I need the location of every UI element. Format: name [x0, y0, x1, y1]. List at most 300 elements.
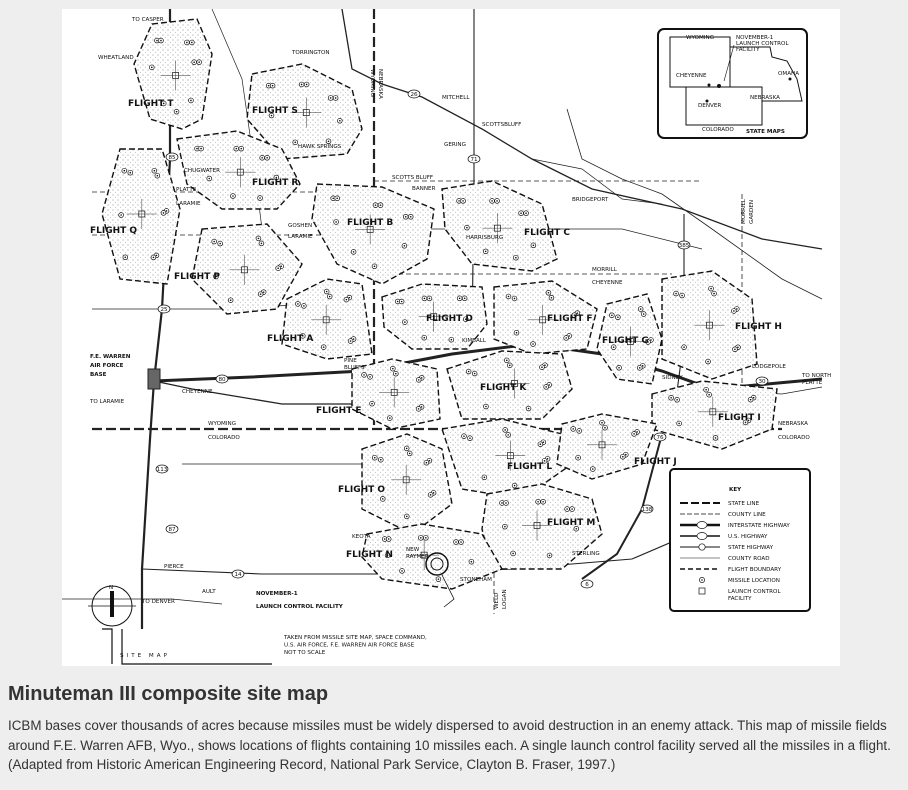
missile-location-dot	[404, 245, 406, 247]
missile-location-dot	[710, 288, 712, 290]
flight-k	[447, 351, 572, 419]
missile-location-dot	[505, 502, 507, 504]
missile-location-dot	[418, 379, 420, 381]
site-map-title: SITE MAP	[120, 653, 170, 659]
flight-label: FLIGHT Q	[90, 226, 138, 236]
missile-location-dot	[409, 453, 411, 455]
town-bridgeport: BRIDGEPORT	[572, 197, 609, 203]
missile-location-dot	[463, 435, 465, 437]
town-logan: LOGAN	[502, 589, 508, 609]
town-to-north-platte-1: PLATTE	[802, 380, 823, 386]
missile-location-dot	[683, 346, 685, 348]
missile-location-dot	[611, 314, 613, 316]
missile-location-dot	[541, 366, 543, 368]
missile-location-dot	[515, 257, 517, 259]
missile-location-dot	[713, 293, 715, 295]
flight-e	[316, 359, 440, 429]
state-label-nebraska-vertical: NEBRASKA	[377, 69, 383, 99]
missile-location-dot	[339, 120, 341, 122]
inset-lcf-dot	[717, 84, 721, 88]
town-to-casper: TO CASPER	[132, 17, 164, 23]
source-note-line: TAKEN FROM MISSILE SITE MAP, SPACE COMMAND,	[284, 635, 427, 641]
town-to-denver: TO DENVER	[142, 599, 175, 605]
missile-location-dot	[200, 148, 202, 150]
town-new-raymer-0: NEW	[406, 547, 420, 553]
missile-location-dot	[642, 365, 644, 367]
missile-location-dot	[326, 291, 328, 293]
inset-label-cheyenne: CHEYENNE	[676, 73, 707, 79]
highway-shield-number: 76	[656, 435, 664, 441]
missile-location-dot	[294, 142, 296, 144]
missile-location-dot	[124, 257, 126, 259]
missile-location-dot	[753, 397, 755, 399]
missile-location-dot	[369, 376, 371, 378]
missile-location-dot	[176, 111, 178, 113]
highway-shield	[166, 525, 178, 533]
missile-location-dot	[617, 316, 619, 318]
missile-location-dot	[737, 346, 739, 348]
town-keota: KEOTA	[352, 534, 371, 540]
missile-location-dot	[433, 492, 435, 494]
town-morrill: MORRILL	[592, 267, 617, 273]
missile-location-dot	[506, 360, 508, 362]
missile-location-dot	[405, 216, 407, 218]
missile-location-dot	[163, 212, 165, 214]
map-key	[670, 469, 810, 611]
missile-location-dot	[424, 298, 426, 300]
missile-location-dot	[469, 437, 471, 439]
highway-shield-number: 30	[758, 379, 766, 385]
missile-location-dot	[544, 364, 546, 366]
missile-location-dot	[545, 386, 547, 388]
inset-label-omaha: OMAHA	[778, 71, 800, 77]
lcf-callout-line: LAUNCH CONTROL FACILITY	[256, 604, 343, 610]
flight-label: FLIGHT S	[252, 106, 298, 116]
missile-location-dot	[426, 462, 428, 464]
flight-label: FLIGHT G	[602, 336, 649, 346]
key-item-label: FLIGHT BOUNDARY	[728, 567, 782, 573]
missile-location-dot	[462, 200, 464, 202]
highway-shield	[581, 580, 593, 588]
missile-location-dot	[670, 397, 672, 399]
missile-location-dot	[230, 299, 232, 301]
flight-label: FLIGHT H	[735, 322, 782, 332]
town-sterling: STERLING	[572, 551, 600, 557]
flight-b	[312, 184, 434, 284]
missile-location-dot	[268, 85, 270, 87]
highway-shield	[216, 375, 228, 383]
missile-location-dot	[548, 384, 550, 386]
town-goshen: GOSHEN	[288, 223, 313, 229]
key-item-label: MISSILE LOCATION	[728, 578, 780, 584]
missile-location-dot	[464, 297, 466, 299]
missile-location-dot	[198, 61, 200, 63]
missile-location-dot	[622, 456, 624, 458]
inset-callout-line: FACILITY	[736, 47, 760, 53]
missile-location-dot	[421, 406, 423, 408]
key-item-label: COUNTY LINE	[728, 512, 766, 518]
missile-location-dot	[401, 570, 403, 572]
town-to-north-platte-0: TO NORTH	[802, 373, 832, 379]
flight-label: FLIGHT K	[480, 383, 527, 393]
highway-shield-number: 385	[678, 243, 690, 249]
missile-location-dot	[388, 538, 390, 540]
missile-location-dot	[193, 61, 195, 63]
flight-label: FLIGHT R	[252, 178, 299, 188]
flight-label: FLIGHT E	[316, 406, 362, 416]
key-item-label: U.S. HIGHWAY	[728, 534, 768, 540]
town-cheyenne-county: CHEYENNE	[592, 280, 623, 286]
town-to-laramie: TO LARAMIE	[90, 399, 125, 405]
missile-location-dot	[156, 255, 158, 257]
north-label: N	[109, 585, 114, 591]
missile-location-dot	[410, 216, 412, 218]
missile-location-dot	[196, 148, 198, 150]
missile-location-dot	[532, 343, 534, 345]
missile-location-dot	[153, 257, 155, 259]
flight-label: FLIGHT L	[507, 462, 553, 472]
flight-f	[494, 281, 597, 354]
missile-location-dot	[430, 494, 432, 496]
inset-omaha-dot	[789, 78, 792, 81]
town-kimball: KIMBALL	[462, 338, 487, 344]
state-label-wyoming: WYOMING	[208, 421, 237, 427]
missile-location-dot	[458, 200, 460, 202]
missile-location-dot	[707, 361, 709, 363]
missile-location-dot	[650, 339, 652, 341]
missile-location-dot	[232, 195, 234, 197]
town-cheyenne-city: CHEYENNE	[182, 389, 213, 395]
missile-location-dot	[120, 214, 122, 216]
highway-shield	[156, 465, 168, 473]
missile-location-dot	[186, 42, 188, 44]
flight-label: FLIGHT J	[634, 457, 677, 467]
missile-location-dot	[528, 408, 530, 410]
missile-location-dot	[371, 403, 373, 405]
highway-shield-number: 87	[168, 527, 176, 533]
missile-location-dot	[382, 498, 384, 500]
flight-label: FLIGHT P	[174, 272, 221, 282]
missile-location-dot	[675, 293, 677, 295]
missile-location-dot	[525, 212, 527, 214]
missile-location-dot	[565, 337, 567, 339]
inset-label-wyoming: WYOMING	[686, 35, 715, 41]
missile-location-dot	[568, 335, 570, 337]
town-garden: GARDEN	[749, 199, 755, 224]
missile-location-dot	[423, 337, 425, 339]
missile-location-dot	[260, 293, 262, 295]
flight-t	[128, 19, 212, 129]
missile-location-dot	[123, 170, 125, 172]
highway-shield	[232, 570, 244, 578]
missile-location-dot	[389, 417, 391, 419]
missile-location-dot	[330, 97, 332, 99]
missile-location-dot	[353, 251, 355, 253]
missile-location-dot	[733, 310, 735, 312]
flight-label: FLIGHT B	[347, 218, 394, 228]
missile-location-dot	[734, 348, 736, 350]
missile-location-dot	[277, 267, 279, 269]
missile-location-dot	[504, 526, 506, 528]
missile-location-dot	[708, 394, 710, 396]
missile-location-dot	[549, 555, 551, 557]
town-pierce: PIERCE	[164, 564, 184, 570]
missile-location-dot	[191, 42, 193, 44]
missile-location-dot	[349, 297, 351, 299]
source-note-line: U.S. AIR FORCE, F.E. WARREN AIR FORCE BASE	[284, 642, 415, 649]
highway-shield	[166, 153, 178, 161]
missile-location-dot	[208, 178, 210, 180]
town-laramie-county: LARAMIE	[176, 201, 201, 207]
missile-location-dot	[496, 200, 498, 202]
missile-location-dot	[166, 210, 168, 212]
missile-location-dot	[261, 243, 263, 245]
missile-location-dot	[329, 296, 331, 298]
state-maps-inset	[658, 29, 807, 138]
inset-callout-line: NOVEMBER-1	[736, 35, 774, 41]
highway-shield-number: 25	[160, 307, 168, 313]
missile-location-dot	[301, 84, 303, 86]
site-map	[62, 9, 840, 666]
missile-location-dot	[547, 458, 549, 460]
missile-location-dot	[258, 238, 260, 240]
missile-location-dot	[156, 40, 158, 42]
missile-location-dot	[548, 292, 550, 294]
missile-location-dot	[420, 537, 422, 539]
town-weld: WELD	[494, 592, 500, 609]
warren-afb-marker	[148, 369, 160, 389]
key-item-label: LAUNCH CONTROL FACILITY	[728, 589, 781, 602]
missile-location-dot	[604, 427, 606, 429]
missile-location-dot	[346, 299, 348, 301]
missile-location-dot	[374, 265, 376, 267]
inset-callout-line: LAUNCH CONTROL	[736, 41, 789, 47]
highway-shield	[641, 505, 653, 513]
missile-location-dot	[363, 374, 365, 376]
missile-location-dot	[160, 40, 162, 42]
missile-location-dot	[572, 428, 574, 430]
state-label-colorado: COLORADO	[208, 435, 240, 441]
state-label-nebraska-south: NEBRASKA	[778, 421, 808, 427]
missile-location-dot	[509, 365, 511, 367]
missile-location-dot	[537, 501, 539, 503]
missile-location-dot	[384, 538, 386, 540]
missile-location-dot	[404, 321, 406, 323]
inset-title: STATE MAPS	[746, 129, 785, 135]
inset-label-colorado: COLORADO	[702, 127, 734, 133]
missile-location-dot	[643, 313, 645, 315]
missile-location-dot	[323, 346, 325, 348]
missile-location-dot	[613, 346, 615, 348]
missile-location-dot	[566, 508, 568, 510]
town-wheatland: WHEATLAND	[98, 55, 134, 61]
town-ault: AULT	[202, 589, 216, 595]
town-laramie-goshen: LARAMIE	[288, 234, 313, 240]
flight-label: FLIGHT I	[718, 413, 761, 423]
town-pine-bluffs-1: BLUFFS	[344, 365, 365, 371]
missile-location-dot	[520, 212, 522, 214]
state-label-colorado-east: COLORADO	[778, 435, 810, 441]
missile-location-dot	[380, 204, 382, 206]
highway-shield-number: 80	[218, 377, 226, 383]
missile-location-dot	[395, 373, 397, 375]
missile-location-dot	[516, 332, 518, 334]
town-sidney: SIDNEY	[662, 375, 683, 381]
missile-location-dot	[235, 148, 237, 150]
town-scotts-bluff: SCOTTS BLUFF	[392, 175, 434, 181]
missile-location-dot	[676, 399, 678, 401]
missile-location-dot	[576, 528, 578, 530]
missile-location-dot	[375, 204, 377, 206]
missile-location-dot	[429, 460, 431, 462]
missile-location-dot	[328, 140, 330, 142]
flight-label: FLIGHT D	[426, 314, 473, 324]
missile-location-dot	[705, 389, 707, 391]
missile-location-dot	[154, 170, 156, 172]
key-item-label: COUNTY ROAD	[728, 556, 770, 562]
missile-location-dot	[332, 197, 334, 199]
flight-label: FLIGHT F	[547, 314, 593, 324]
state-label-wyoming-vertical: WYOMING	[369, 69, 375, 98]
missile-location-dot	[471, 561, 473, 563]
missile-location-dot	[508, 296, 510, 298]
flight-label: FLIGHT C	[524, 228, 571, 238]
missile-location-dot	[636, 431, 638, 433]
missile-location-dot	[633, 433, 635, 435]
missile-location-dot	[392, 368, 394, 370]
flight-boundary	[312, 184, 434, 284]
missile-location-dot	[715, 437, 717, 439]
town-torrington: TORRINGTON	[292, 50, 330, 56]
missile-location-dot	[190, 100, 192, 102]
missile-location-dot	[533, 244, 535, 246]
inset-label-denver: DENVER	[698, 103, 722, 109]
missile-location-dot	[514, 485, 516, 487]
missile-location-dot	[406, 448, 408, 450]
missile-location-dot	[350, 340, 352, 342]
inset-cheyenne-dot	[708, 84, 711, 87]
missile-location-dot	[578, 430, 580, 432]
key-item-label: INTERSTATE HIGHWAY	[728, 523, 790, 529]
missile-location-dot	[380, 459, 382, 461]
town-gering: GERING	[444, 142, 466, 148]
highway-shield	[756, 377, 768, 385]
highway-shield-number: 6	[585, 582, 589, 588]
missile-location-dot	[601, 422, 603, 424]
flight-c	[442, 181, 570, 271]
missile-location-dot	[272, 85, 274, 87]
caption-title: Minuteman III composite site map	[8, 683, 329, 705]
highway-shield-number: 113	[156, 467, 168, 473]
missile-location-dot	[259, 197, 261, 199]
source-note-line: NOT TO SCALE	[284, 650, 326, 656]
missile-location-dot	[335, 97, 337, 99]
missile-location-dot	[266, 157, 268, 159]
missile-location-dot	[474, 373, 476, 375]
flight-q	[90, 149, 180, 284]
missile-location-dot	[460, 541, 462, 543]
missile-location-dot	[335, 221, 337, 223]
key-item-label: STATE LINE	[728, 501, 760, 507]
missile-location-dot	[353, 338, 355, 340]
missile-location-dot	[736, 308, 738, 310]
missile-location-dot	[459, 297, 461, 299]
town-banner: BANNER	[412, 186, 436, 192]
flight-label: FLIGHT T	[128, 99, 174, 109]
base-label-line: AIR FORCE	[90, 363, 124, 369]
missile-location-dot	[625, 454, 627, 456]
missile-location-dot	[485, 251, 487, 253]
town-stoneham: STONEHAM	[460, 577, 492, 583]
town-lodgepole: LODGEPOLE	[752, 364, 786, 370]
missile-location-dot	[640, 308, 642, 310]
missile-location-dot	[263, 291, 265, 293]
missile-location-dot	[491, 200, 493, 202]
town-platte: PLATTE	[176, 187, 197, 193]
flight-label: FLIGHT N	[346, 550, 393, 560]
missile-location-dot	[336, 197, 338, 199]
flight-label: FLIGHT M	[547, 518, 596, 528]
town-harrisburg: HARRISBURG	[466, 235, 504, 241]
missile-location-dot	[639, 367, 641, 369]
key-title: KEY	[729, 487, 742, 493]
missile-location-dot	[129, 172, 131, 174]
missile-location-dot	[571, 508, 573, 510]
missile-location-dot	[261, 157, 263, 159]
site-map-figure	[62, 9, 840, 666]
missile-location-dot	[451, 339, 453, 341]
flight-o	[338, 434, 452, 534]
missile-location-dot	[484, 477, 486, 479]
missile-location-dot	[397, 301, 399, 303]
missile-location-dot	[438, 578, 440, 580]
missile-location-dot	[374, 457, 376, 459]
lcf-callout-line: NOVEMBER-1	[256, 591, 298, 597]
missile-location-dot	[512, 553, 514, 555]
town-new-raymer-1: RAYMER	[406, 554, 429, 560]
flight-i	[652, 381, 777, 449]
highway-shield	[158, 305, 170, 313]
town-morrill-garden: MORRILL	[741, 199, 747, 224]
highway-shield-number: 14	[234, 572, 242, 578]
town-pine-bluffs-0: PINE	[344, 358, 357, 364]
missile-location-dot	[425, 537, 427, 539]
missile-location-dot	[540, 443, 542, 445]
missile-location-dot	[750, 399, 752, 401]
north-arrow	[88, 585, 136, 626]
missile-location-dot	[542, 501, 544, 503]
missile-location-dot	[406, 516, 408, 518]
missile-location-dot	[306, 84, 308, 86]
base-label-line: F.E. WARREN	[90, 354, 131, 360]
missile-location-dot	[466, 227, 468, 229]
missile-location-dot	[303, 305, 305, 307]
flight-p	[174, 224, 302, 314]
town-scottsbluff: SCOTTSBLUFF	[482, 122, 522, 128]
missile-location-dot	[280, 265, 282, 267]
flight-h	[662, 271, 782, 379]
highway-shield	[654, 433, 666, 441]
missile-location-dot	[157, 175, 159, 177]
highway-shield-number: 138	[641, 507, 653, 513]
missile-location-dot	[240, 148, 242, 150]
missile-location-dot	[151, 67, 153, 69]
highway-shield	[468, 155, 480, 163]
missile-location-dot	[219, 243, 221, 245]
key-item-label: STATE HIGHWAY	[728, 545, 774, 551]
highway-shield-number: 26	[410, 92, 418, 98]
missile-location-dot	[429, 298, 431, 300]
